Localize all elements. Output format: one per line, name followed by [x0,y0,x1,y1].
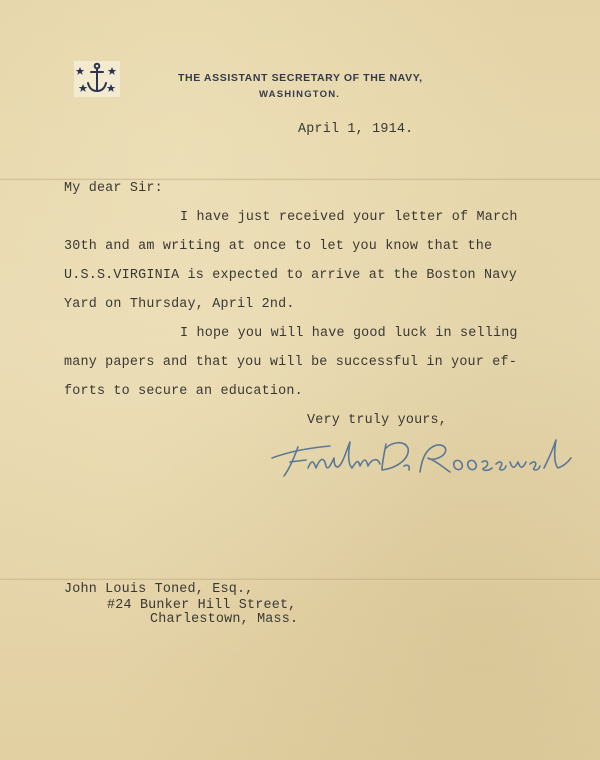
address-line: Charlestown, Mass. [150,612,299,627]
body-line: U.S.S.VIRGINIA is expected to arrive at the Boston Navy [64,268,517,283]
address-line: John Louis Toned, Esq., [64,582,254,597]
body-line: many papers and that you will be successful in your ef- [64,355,517,370]
paper-fold-line [0,578,600,581]
salutation: My dear Sir: [64,181,163,196]
body-line: I hope you will have good luck in selling [180,326,518,341]
letterhead-city: WASHINGTON. [259,89,341,100]
closing: Very truly yours, [307,413,448,428]
letterhead-title: THE ASSISTANT SECRETARY OF THE NAVY, [178,72,423,84]
body-line: forts to secure an education. [64,384,303,399]
anchor-with-stars-icon [73,60,121,98]
body-line: I have just received your letter of March [180,210,518,225]
letter-date: April 1, 1914. [298,122,414,137]
address-line: #24 Bunker Hill Street, [107,598,297,613]
signature-image [268,428,573,488]
body-line: Yard on Thursday, April 2nd. [64,297,295,312]
body-line: 30th and am writing at once to let you know that the [64,239,493,254]
